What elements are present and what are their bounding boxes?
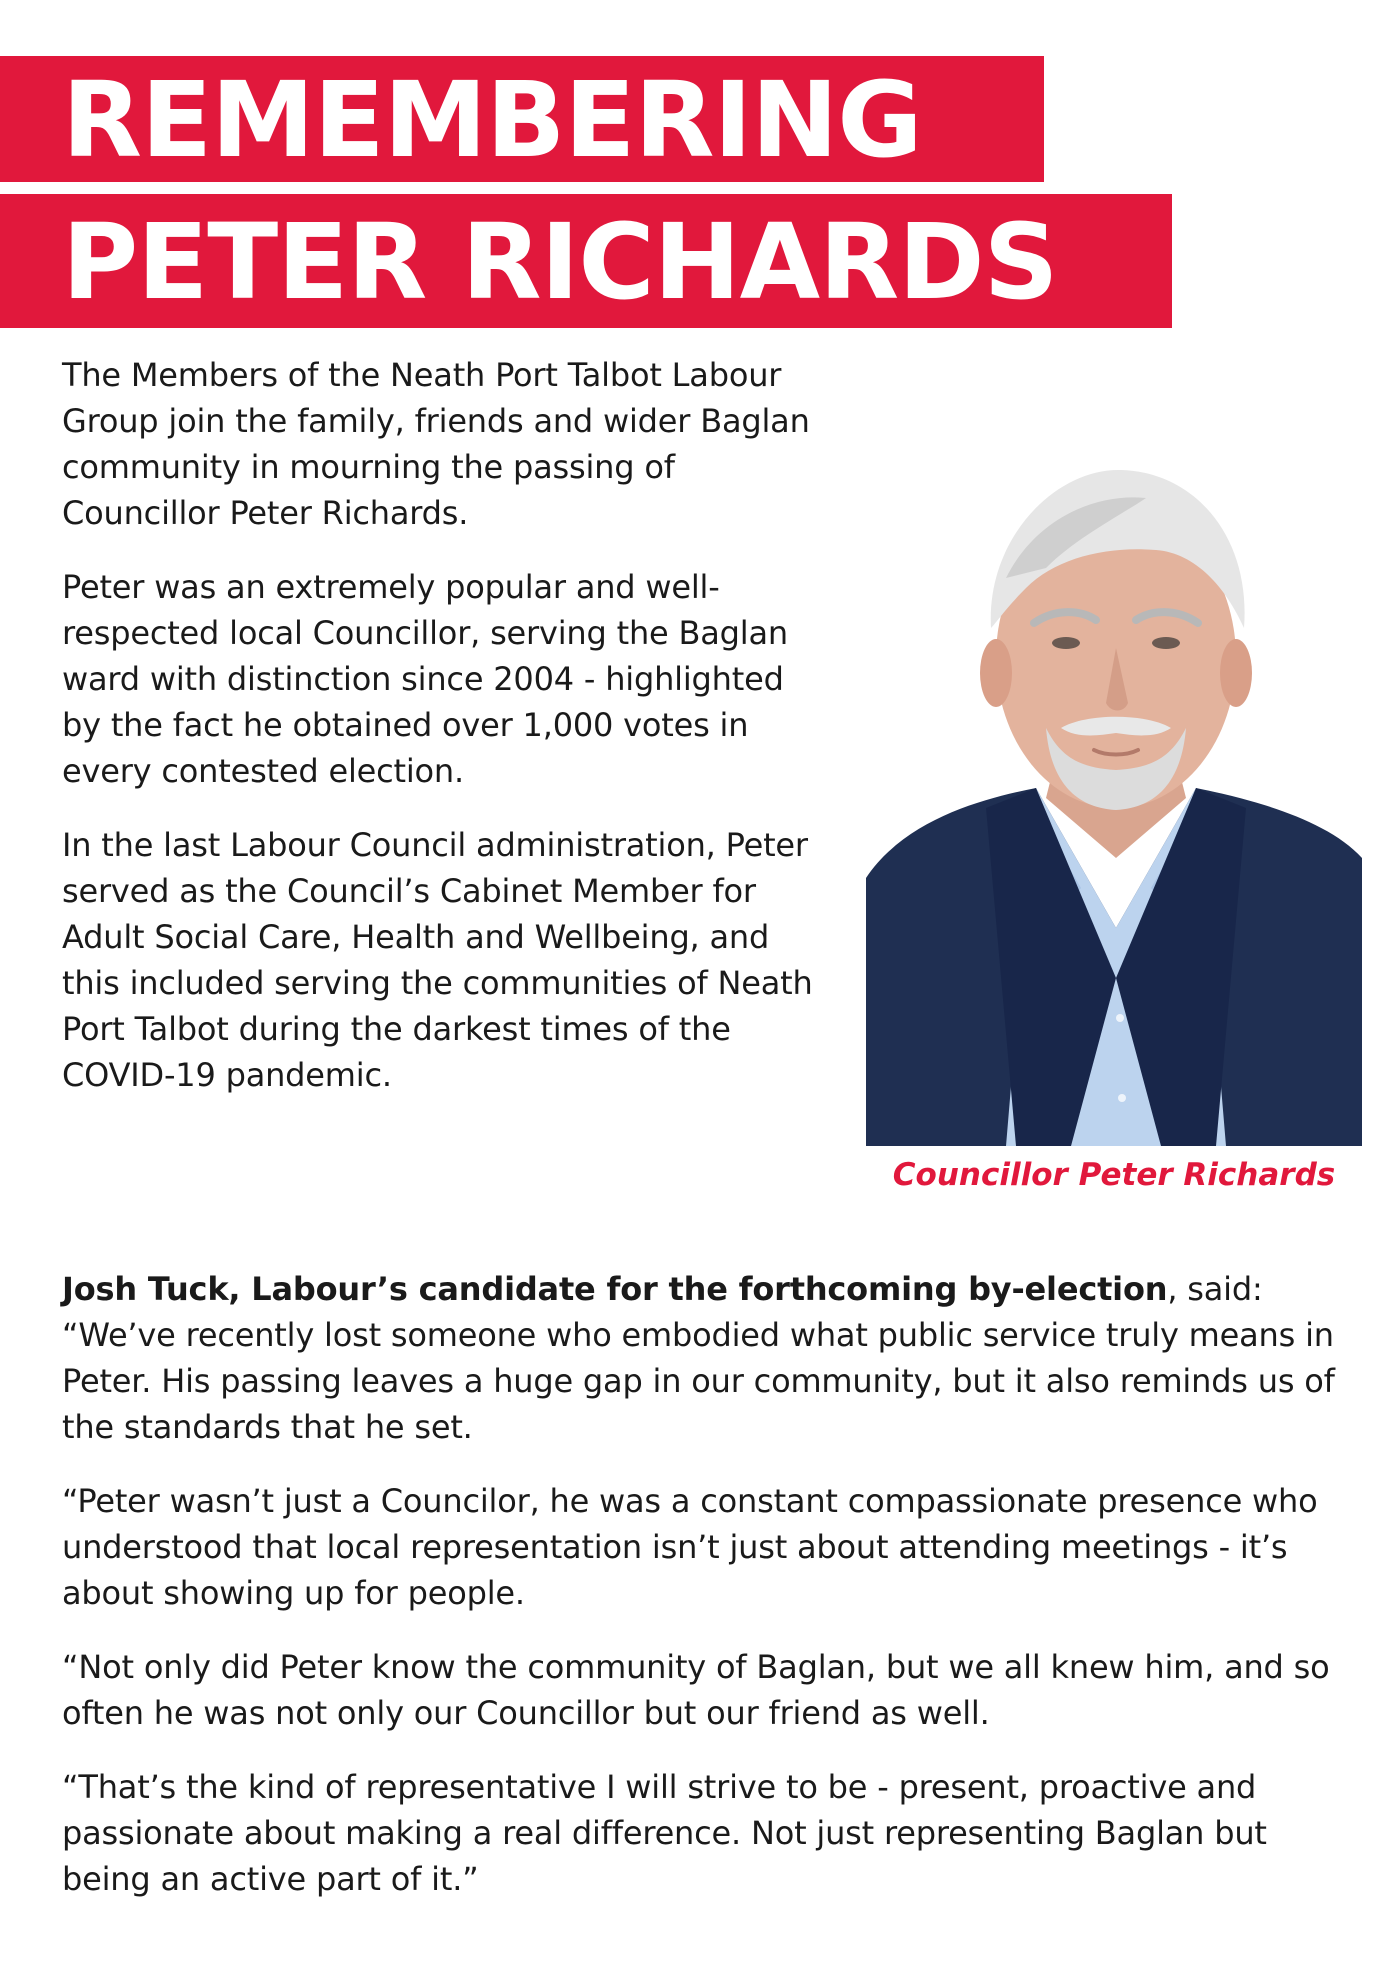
- quote-paragraph: “That’s the kind of representative I will strive to be - present, proactive and passionate about making a real difference. Not just representing Baglan but being an active part of it.”: [62, 1768, 1267, 1898]
- quote-paragraph: [62, 1266, 1362, 1450]
- headline-banner-line-1: [0, 56, 1044, 182]
- candidate-quote: [62, 1266, 1362, 1930]
- photo-caption: Councillor Peter Richards: [892, 1157, 1336, 1193]
- headline-line-2: PETER RICHARDS: [62, 201, 1058, 323]
- intro-text: [62, 352, 822, 1126]
- quote-speaker: Josh Tuck, Labour’s candidate for the forthcoming by-election: [62, 1270, 1168, 1308]
- intro-paragraph: Peter was an extremely popular and well-respected local Councillor, serving the Baglan ward with distinction since 2004 - highlighted by the fact he obtained over 1,000 votes in every contested election.: [62, 568, 788, 790]
- quote-text: , said: “We’ve recently lost someone who embodied what public service truly means in Peter. His passing leaves a huge gap in our community, but it also reminds us of the standards that he set.: [62, 1270, 1335, 1446]
- quote-paragraph: “Not only did Peter know the community of Baglan, but we all knew him, and so often he was not only our Councillor but our friend as well.: [62, 1648, 1330, 1732]
- councillor-portrait: [866, 458, 1362, 1146]
- intro-paragraph: In the last Labour Council administration, Peter served as the Council’s Cabinet Member for Adult Social Care, Health and Wellbeing, and this included serving the communities of Neath Port Talbot during the darkest times of the COVID-19 pandemic.: [62, 826, 813, 1094]
- intro-paragraph: The Members of the Neath Port Talbot Labour Group join the family, friends and wider Baglan community in mourning the passing of Councillor Peter Richards.: [62, 356, 810, 532]
- headline-line-1: REMEMBERING: [62, 59, 922, 181]
- quote-paragraph: “Peter wasn’t just a Councilor, he was a constant compassionate presence who understood that local representation isn’t just about attending meetings - it’s about showing up for people.: [62, 1482, 1318, 1612]
- headline-banner-line-2: [0, 194, 1172, 328]
